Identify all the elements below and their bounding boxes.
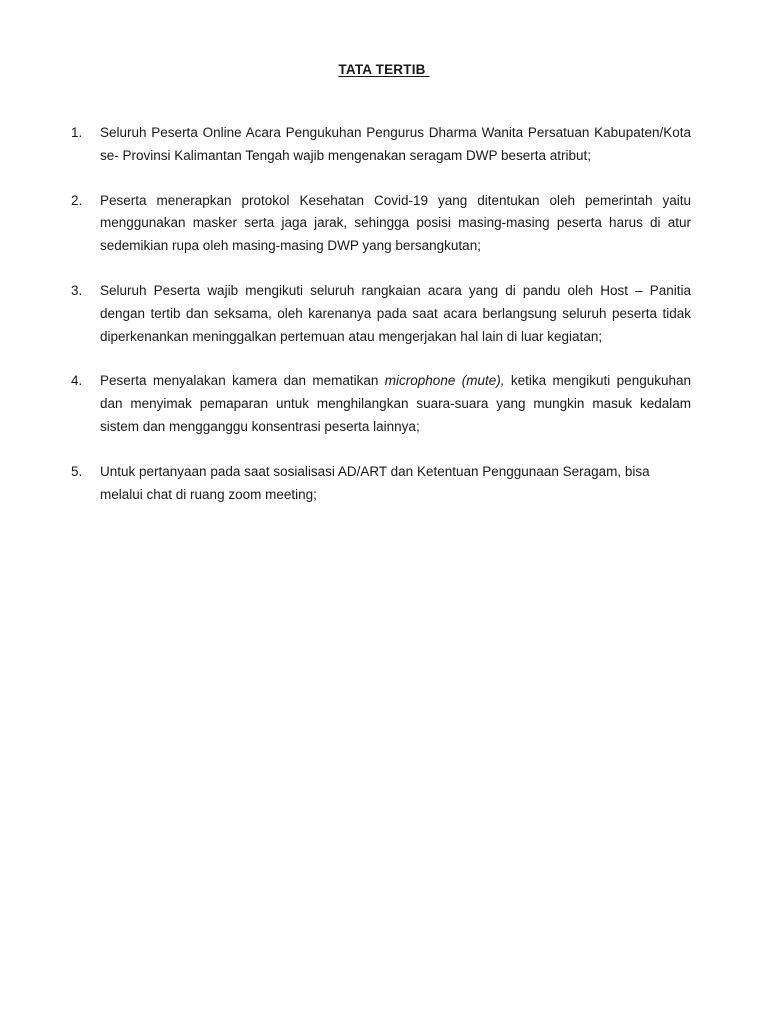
rules-list bbox=[71, 122, 691, 528]
document-title bbox=[0, 62, 768, 77]
rule-text: Peserta menerapkan protokol Kesehatan Covid-19 yang ditentukan oleh pemerintah yaitu menggunakan masker serta jaga jarak, sehingga posisi masing-masing peserta harus di atur sedemikian rupa oleh masing-masing DWP yang bersangkutan; bbox=[100, 192, 691, 254]
rule-number: 5. bbox=[71, 463, 83, 479]
rule-text: Seluruh Peserta wajib mengikuti seluruh rangkaian acara yang di pandu oleh Host – Panitia dengan tertib dan seksama, oleh karenanya pada saat acara berlangsung seluruh peserta tidak diperkenankan meninggalkan pertemuan atau mengerjakan hal lain di luar kegiatan; bbox=[100, 282, 691, 344]
rule-text-italic: microphone (mute), bbox=[384, 373, 505, 389]
rule-number: 2. bbox=[71, 192, 83, 208]
rule-item-1 bbox=[71, 122, 691, 168]
rule-item-2 bbox=[71, 190, 691, 258]
rule-item-3 bbox=[71, 280, 691, 348]
rule-text-before: Peserta menyalakan kamera dan mematikan bbox=[100, 373, 385, 389]
rule-item-5 bbox=[71, 461, 691, 507]
rule-number: 1. bbox=[71, 125, 83, 140]
rule-item-4 bbox=[71, 370, 691, 438]
rule-number: 3. bbox=[71, 282, 83, 298]
rule-text bbox=[100, 373, 691, 434]
rule-text-after: ketika mengikuti pengukuhan dan menyimak pemaparan untuk menghilangkan suara-suara yang mungkin masuk kedalam sistem dan mengganggu konsentrasi peserta lainnya; bbox=[100, 373, 691, 434]
rule-number: 4. bbox=[71, 373, 83, 389]
rule-text: Seluruh Peserta Online Acara Pengukuhan Pengurus Dharma Wanita Persatuan Kabupaten/Kota se- Provinsi Kalimantan Tengah wajib mengenakan seragam DWP beserta atribut; bbox=[100, 125, 691, 163]
rule-text: Untuk pertanyaan pada saat sosialisasi AD/ART dan Ketentuan Penggunaan Seragam, bisa melalui chat di ruang zoom meeting; bbox=[100, 463, 650, 502]
document-title-text: TATA TERTIB bbox=[338, 62, 430, 77]
